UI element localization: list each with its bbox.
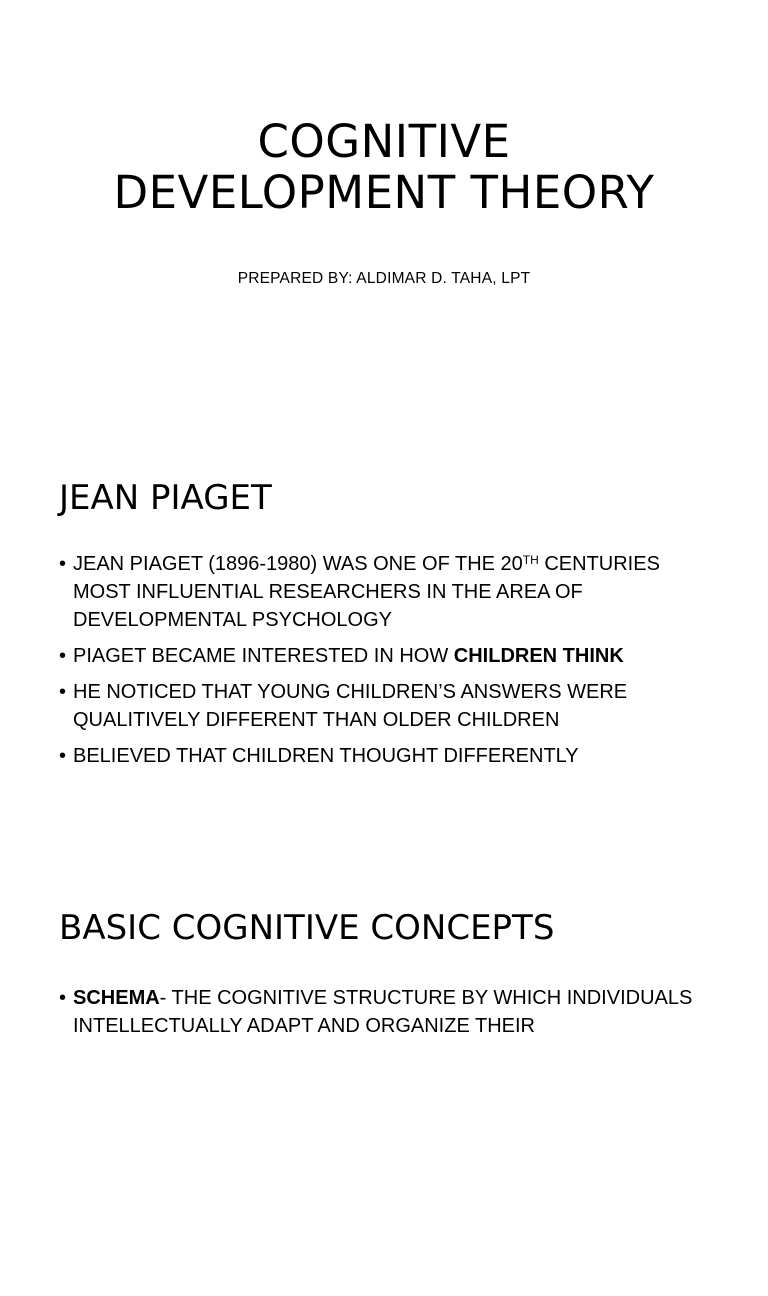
bullet-item [59, 642, 709, 670]
bullet-icon: • [59, 745, 67, 767]
slide-heading: BASIC COGNITIVE CONCEPTS [59, 908, 555, 948]
title-slide [0, 0, 768, 432]
slide-heading: JEAN PIAGET [59, 478, 272, 518]
bullet-text: JEAN PIAGET (1896-1980) WAS ONE OF THE 20TH CENTURIES MOST INFLUENTIAL RESEARCHERS IN THE AREA OF DEVELOPMENTAL PSYCHOLOGY [73, 553, 660, 631]
title-line-1: COGNITIVE [257, 115, 511, 168]
bullet-item [59, 984, 699, 1040]
presenter-subtitle: PREPARED BY: ALDIMAR D. TAHA, LPT [237, 270, 531, 287]
bullet-icon: • [59, 987, 67, 1009]
presentation-title [0, 116, 768, 218]
bullet-item [59, 742, 709, 770]
bullet-icon: • [59, 645, 67, 667]
bullet-text: SCHEMA- THE COGNITIVE STRUCTURE BY WHICH INDIVIDUALS INTELLECTUALLY ADAPT AND ORGANIZE THEIR [73, 987, 693, 1037]
bullet-list [59, 550, 709, 778]
piaget-slide [0, 432, 768, 864]
bullet-list [59, 984, 699, 1048]
bullet-text: BELIEVED THAT CHILDREN THOUGHT DIFFERENTLY [73, 745, 579, 767]
bullet-icon: • [59, 681, 67, 703]
concepts-slide [0, 864, 768, 1296]
bullet-text: HE NOTICED THAT YOUNG CHILDREN’S ANSWERS WERE QUALITIVELY DIFFERENT THAN OLDER CHILDREN [73, 681, 628, 731]
bullet-item [59, 550, 709, 634]
bullet-text: PIAGET BECAME INTERESTED IN HOW CHILDREN THINK [73, 645, 624, 667]
title-line-2: DEVELOPMENT THEORY [113, 166, 655, 219]
bullet-item [59, 678, 709, 734]
bullet-icon: • [59, 553, 67, 575]
